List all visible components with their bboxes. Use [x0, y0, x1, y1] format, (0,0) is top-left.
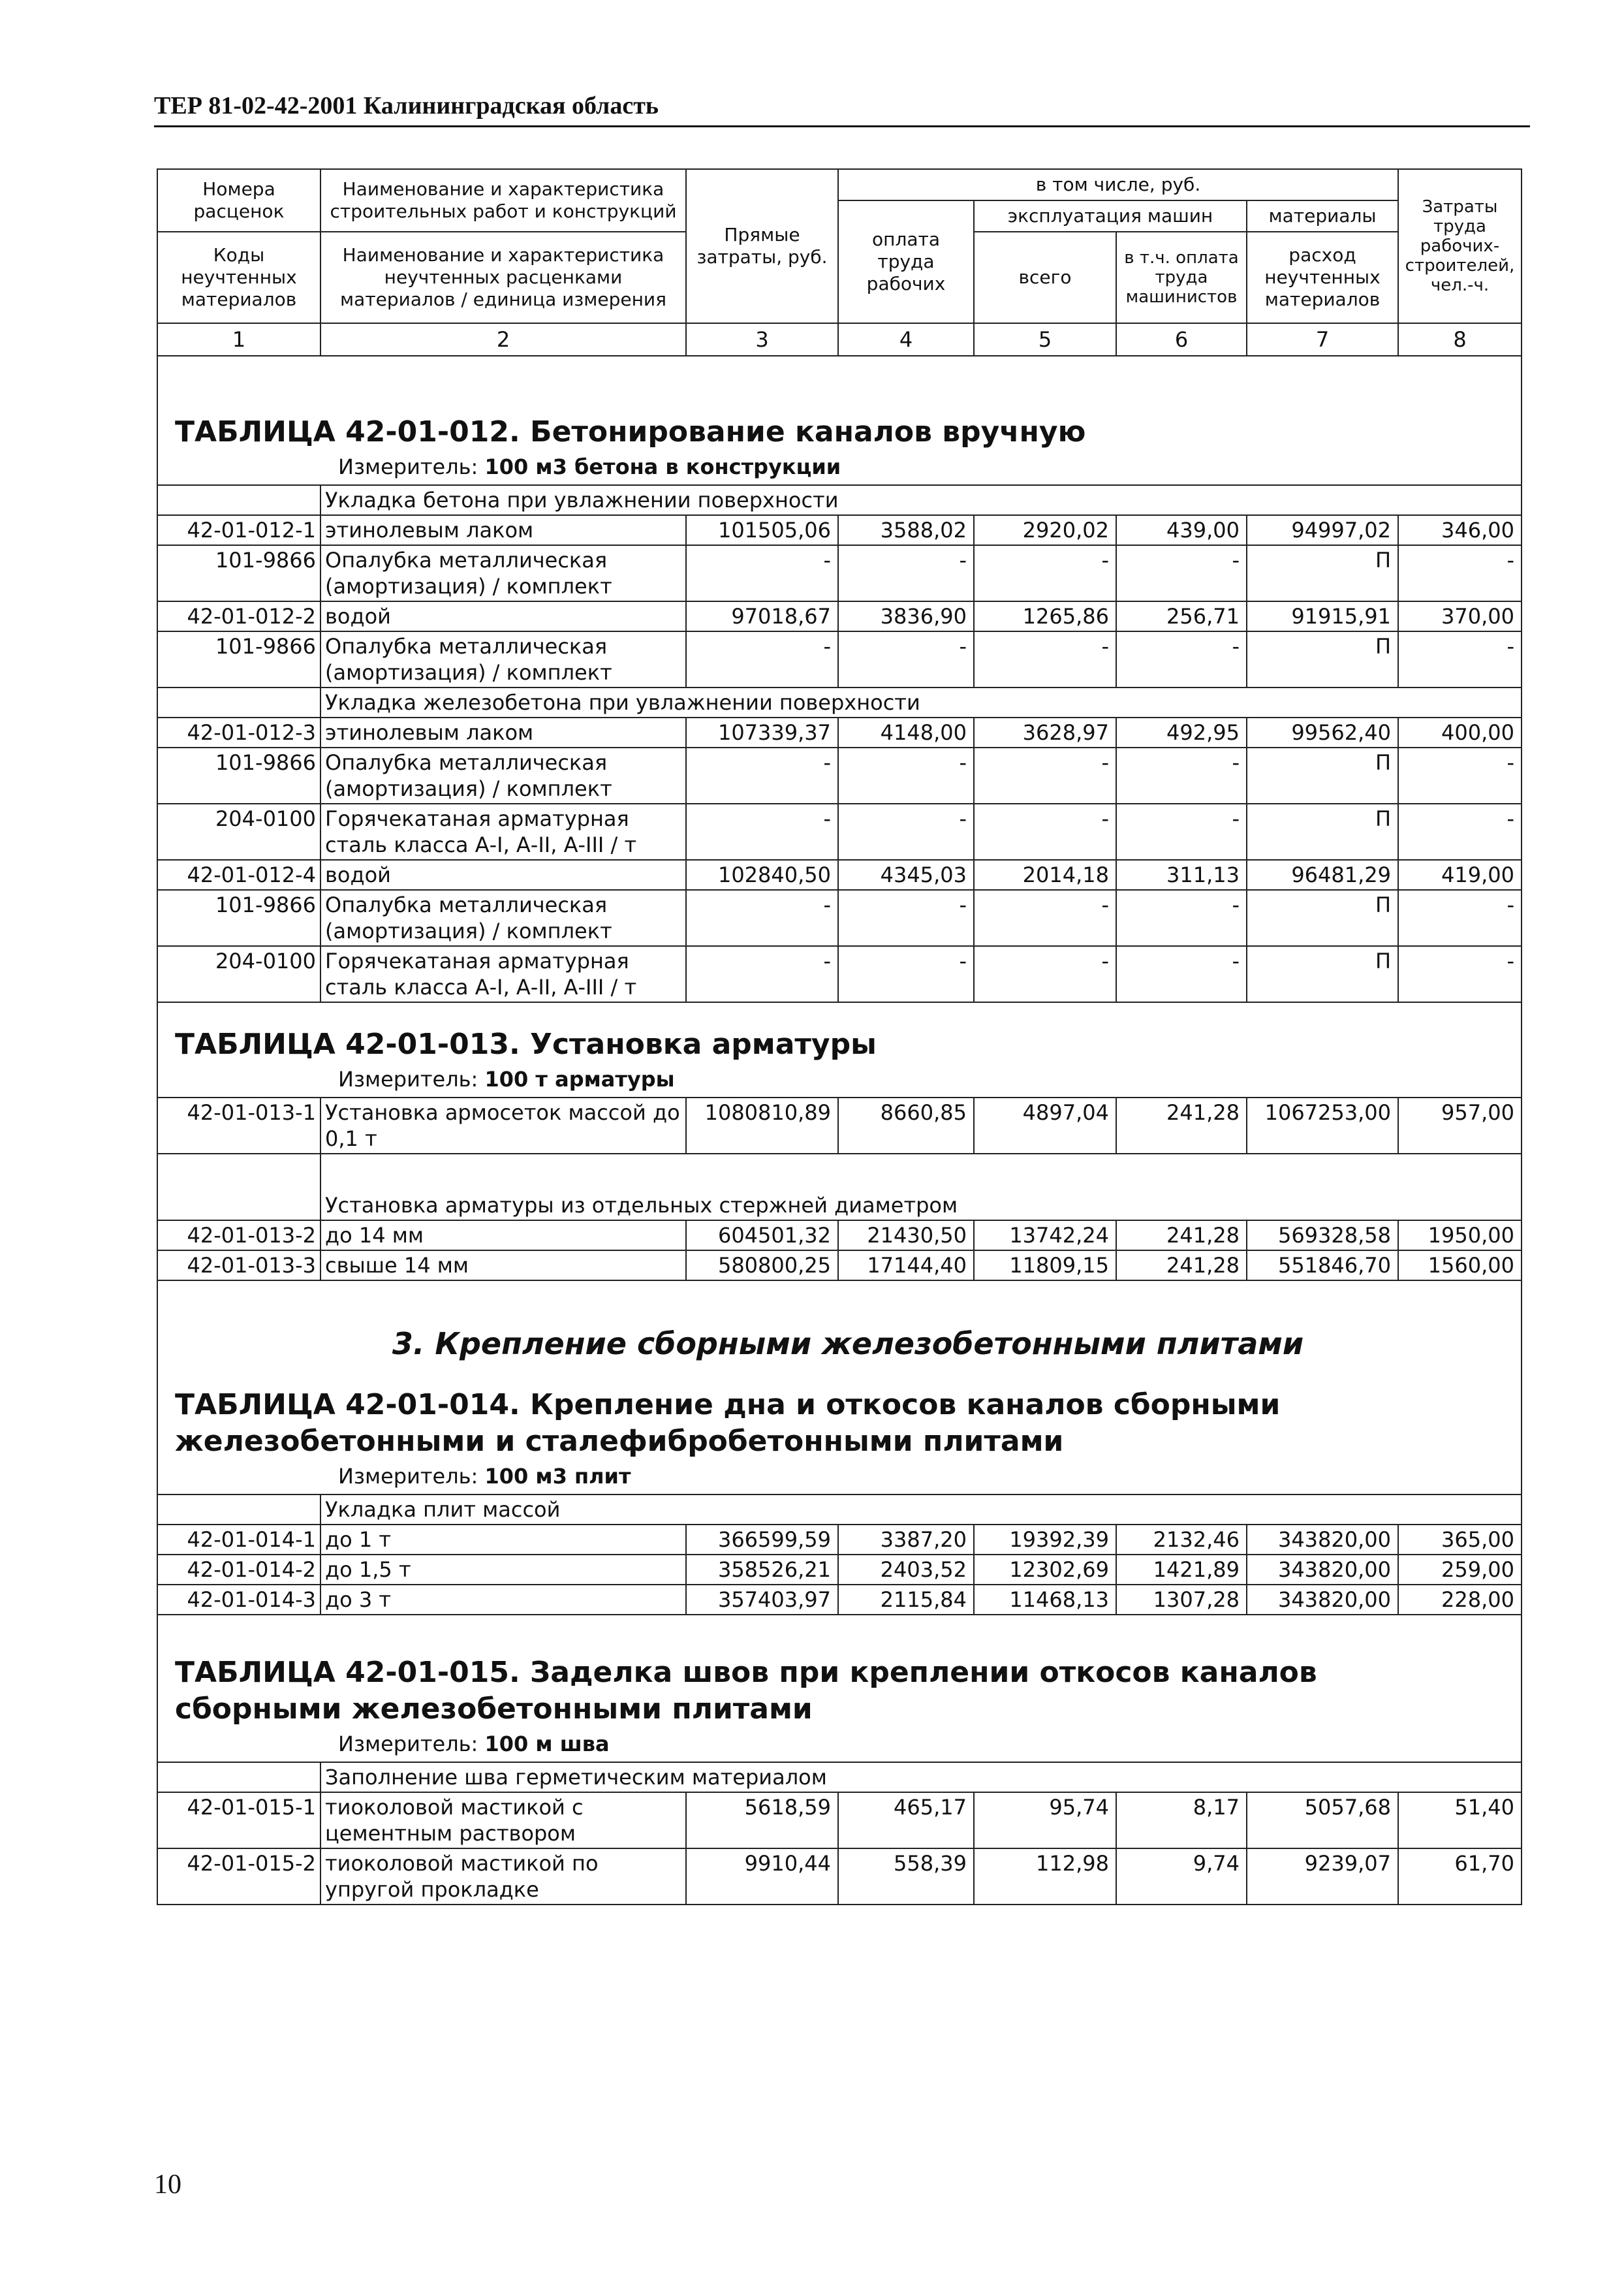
- hdr-codes-top: Номера расценок: [157, 169, 320, 232]
- table-014-title: ТАБЛИЦА 42-01-014. Крепление дна и откосов каналов сборными железобетонными и сталефибробетонными плитами: [175, 1388, 1281, 1458]
- table-row: 42-01-013-1 Установка армосеток массой до 0,1 т 1080810,89 8660,85 4897,04 241,28 1067253,00 957,00: [157, 1098, 1522, 1154]
- table-012-heading: [157, 356, 1522, 485]
- table-row: 42-01-012-4 водой 102840,50 4345,03 2014,18 311,13 96481,29 419,00: [157, 860, 1522, 890]
- table-row: 42-01-014-3 до 3 т 357403,97 2115,84 11468,13 1307,28 343820,00 228,00: [157, 1585, 1522, 1615]
- col-num-4: 4: [838, 323, 974, 356]
- table-014-meter: Измеритель: 100 м3 плит: [338, 1464, 631, 1489]
- hdr-name-bottom: Наименование и характеристика неучтенных расценками материалов / единица измерения: [320, 232, 686, 323]
- hdr-machines-total: всего: [974, 232, 1116, 323]
- table-012-meter: Измеритель: 100 м3 бетона в конструкции: [338, 454, 841, 479]
- table-row: 42-01-012-1 этинолевым лаком 101505,06 3588,02 2920,02 439,00 94997,02 346,00: [157, 515, 1522, 545]
- table-row: 42-01-012-2 водой 97018,67 3836,90 1265,86 256,71 91915,91 370,00: [157, 601, 1522, 631]
- hdr-labor-costs: Затраты труда рабочих-строителей, чел.-ч.: [1398, 169, 1522, 323]
- header-rule: [154, 125, 1530, 127]
- col-num-6: 6: [1116, 323, 1247, 356]
- table-row: 204-0100 Горячекатаная арматурная сталь класса А-I, А-II, А-III / т - - - - П -: [157, 804, 1522, 860]
- col-num-5: 5: [974, 323, 1116, 356]
- table-014-heading: [157, 1280, 1522, 1494]
- col-num-3: 3: [686, 323, 838, 356]
- table-row: 42-01-014-1 до 1 т 366599,59 3387,20 19392,39 2132,46 343820,00 365,00: [157, 1525, 1522, 1555]
- table-015-meter: Измеритель: 100 м шва: [338, 1732, 610, 1756]
- page-number: 10: [154, 2170, 181, 2200]
- group-label: Заполнение шва герметическим материалом: [320, 1762, 1522, 1792]
- rates-table: [157, 168, 1522, 1905]
- hdr-materials: материалы: [1247, 200, 1398, 232]
- table-row: 42-01-015-2 тиоколовой мастикой по упругой прокладке 9910,44 558,39 112,98 9,74 9239,07 61,70: [157, 1848, 1522, 1905]
- hdr-workers-pay: оплата труда рабочих: [838, 200, 974, 323]
- hdr-name-top: Наименование и характеристика строительных работ и конструкций: [320, 169, 686, 232]
- group-label: Укладка железобетона при увлажнении поверхности: [320, 688, 1522, 718]
- table-013-heading: [157, 1002, 1522, 1098]
- hdr-operators-pay: в т.ч. оплата труда машинистов: [1116, 232, 1247, 323]
- hdr-machines: эксплуатация машин: [974, 200, 1247, 232]
- table-013-meter: Измеритель: 100 т арматуры: [338, 1067, 675, 1092]
- table-row: 42-01-013-2 до 14 мм 604501,32 21430,50 13742,24 241,28 569328,58 1950,00: [157, 1220, 1522, 1250]
- col-num-2: 2: [320, 323, 686, 356]
- hdr-codes-bottom: Коды неучтенных материалов: [157, 232, 320, 323]
- hdr-direct-costs: Прямые затраты, руб.: [686, 169, 838, 323]
- col-num-8: 8: [1398, 323, 1522, 356]
- table-015-title: ТАБЛИЦА 42-01-015. Заделка швов при креплении откосов каналов сборными железобетонными плитами: [175, 1656, 1317, 1726]
- table-013-title: ТАБЛИЦА 42-01-013. Установка арматуры: [175, 1028, 877, 1061]
- table-row: 42-01-015-1 тиоколовой мастикой с цементным раствором 5618,59 465,17 95,74 8,17 5057,68 51,40: [157, 1792, 1522, 1848]
- col-num-1: 1: [157, 323, 320, 356]
- hdr-unaccounted-materials: расход неучтенных материалов: [1247, 232, 1398, 323]
- group-label: Установка арматуры из отдельных стержней диаметром: [320, 1154, 1522, 1220]
- table-row: 204-0100 Горячекатаная арматурная сталь класса А-I, А-II, А-III / т - - - - П -: [157, 946, 1522, 1002]
- table-012-title: ТАБЛИЦА 42-01-012. Бетонирование каналов вручную: [175, 415, 1086, 449]
- table-row: 42-01-012-3 этинолевым лаком 107339,37 4148,00 3628,97 492,95 99562,40 400,00: [157, 718, 1522, 748]
- hdr-including: в том числе, руб.: [838, 169, 1398, 200]
- table-row: 101-9866 Опалубка металлическая (амортизация) / комплект - - - - П -: [157, 545, 1522, 601]
- group-label: Укладка плит массой: [320, 1494, 1522, 1525]
- col-num-7: 7: [1247, 323, 1398, 356]
- table-row: 101-9866 Опалубка металлическая (амортизация) / комплект - - - - П -: [157, 631, 1522, 688]
- running-head: ТЕР 81-02-42-2001 Калининградская область: [154, 92, 659, 119]
- table-row: 101-9866 Опалубка металлическая (амортизация) / комплект - - - - П -: [157, 890, 1522, 946]
- table-row: 101-9866 Опалубка металлическая (амортизация) / комплект - - - - П -: [157, 748, 1522, 804]
- section-3-title: 3. Крепление сборными железобетонными плитами: [392, 1326, 1304, 1361]
- table-row: 42-01-014-2 до 1,5 т 358526,21 2403,52 12302,69 1421,89 343820,00 259,00: [157, 1555, 1522, 1585]
- table-row: 42-01-013-3 свыше 14 мм 580800,25 17144,40 11809,15 241,28 551846,70 1560,00: [157, 1250, 1522, 1280]
- table-015-heading: [157, 1615, 1522, 1762]
- group-label: Укладка бетона при увлажнении поверхности: [320, 485, 1522, 515]
